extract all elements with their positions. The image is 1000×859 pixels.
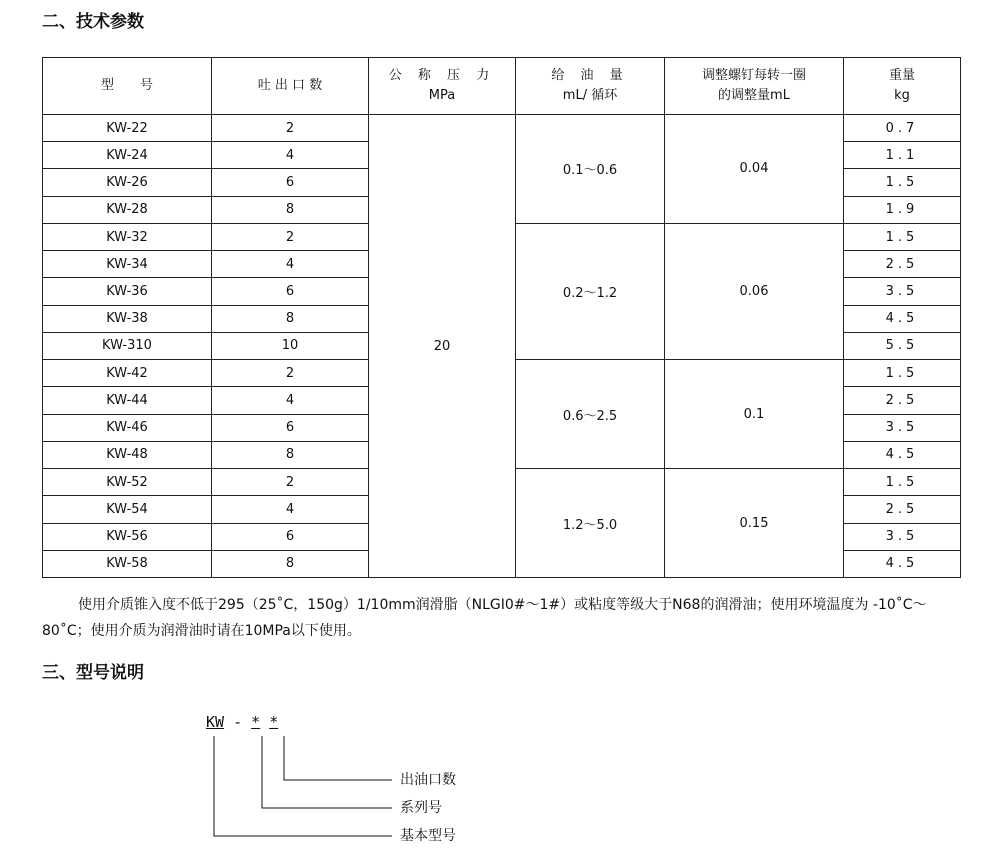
cell-weight: 1.5	[844, 360, 961, 387]
cell-outlets: 8	[212, 441, 369, 468]
cell-model: KW-24	[43, 142, 212, 169]
cell-outlets: 2	[212, 360, 369, 387]
cell-weight: 0.7	[844, 115, 961, 142]
cell-outlets: 6	[212, 523, 369, 550]
cell-model: KW-26	[43, 169, 212, 196]
cell-oil-volume: 0.2～1.2	[516, 223, 665, 359]
header-model: 型 号	[43, 58, 212, 115]
cell-outlets: 4	[212, 251, 369, 278]
cell-outlets: 6	[212, 278, 369, 305]
cell-weight: 1.5	[844, 169, 961, 196]
cell-model: KW-56	[43, 523, 212, 550]
cell-outlets: 4	[212, 142, 369, 169]
cell-model: KW-22	[43, 115, 212, 142]
cell-model: KW-42	[43, 360, 212, 387]
cell-outlets: 4	[212, 496, 369, 523]
cell-weight: 4.5	[844, 550, 961, 577]
cell-weight: 3.5	[844, 414, 961, 441]
cell-outlets: 8	[212, 550, 369, 577]
cell-outlets: 6	[212, 414, 369, 441]
section-title-model-explanation: 三、型号说明	[42, 663, 144, 683]
cell-weight: 2.5	[844, 251, 961, 278]
cell-pressure: 20	[369, 115, 516, 578]
cell-weight: 4.5	[844, 305, 961, 332]
legend-outlet-count: 出油口数	[400, 772, 456, 788]
model-code-base: KW	[206, 713, 225, 731]
cell-oil-volume: 1.2～5.0	[516, 469, 665, 578]
cell-adjustment: 0.15	[665, 469, 844, 578]
cell-outlets: 2	[212, 469, 369, 496]
header-weight: 重量 kg	[844, 58, 961, 115]
cell-weight: 2.5	[844, 496, 961, 523]
cell-model: KW-38	[43, 305, 212, 332]
section-title-tech-params: 二、技术参数	[42, 12, 144, 32]
cell-oil-volume: 0.6～2.5	[516, 360, 665, 469]
cell-outlets: 8	[212, 305, 369, 332]
cell-weight: 3.5	[844, 278, 961, 305]
cell-adjustment: 0.04	[665, 115, 844, 224]
model-code-separator: -	[224, 713, 252, 731]
cell-weight: 1.5	[844, 223, 961, 250]
header-outlets: 吐 出 口 数	[212, 58, 369, 115]
cell-model: KW-36	[43, 278, 212, 305]
cell-oil-volume: 0.1～0.6	[516, 115, 665, 224]
cell-model: KW-310	[43, 332, 212, 359]
cell-weight: 2.5	[844, 387, 961, 414]
cell-model: KW-46	[43, 414, 212, 441]
cell-outlets: 6	[212, 169, 369, 196]
cell-adjustment: 0.06	[665, 223, 844, 359]
model-code-outlets: *	[269, 713, 279, 731]
cell-weight: 3.5	[844, 523, 961, 550]
cell-weight: 1.9	[844, 196, 961, 223]
cell-model: KW-52	[43, 469, 212, 496]
cell-weight: 1.1	[844, 142, 961, 169]
cell-model: KW-32	[43, 223, 212, 250]
legend-base-model: 基本型号	[400, 828, 456, 844]
usage-note: 使用介质锥入度不低于295（25˚C，150g）1/10mm润滑脂（NLGI0#～1#）或粘度等级大于N68的润滑油；使用环境温度为 -10˚C～80˚C；使用介质为润滑油时请在10MPa以下使用。	[42, 597, 927, 639]
cell-outlets: 8	[212, 196, 369, 223]
cell-model: KW-54	[43, 496, 212, 523]
cell-outlets: 4	[212, 387, 369, 414]
cell-outlets: 10	[212, 332, 369, 359]
header-pressure: 公 称 压 力 MPa	[369, 58, 516, 115]
header-adjustment: 调整螺钉每转一圈 的调整量mL	[665, 58, 844, 115]
cell-outlets: 2	[212, 223, 369, 250]
cell-model: KW-44	[43, 387, 212, 414]
cell-weight: 4.5	[844, 441, 961, 468]
cell-weight: 1.5	[844, 469, 961, 496]
header-oil-volume: 给 油 量 mL/ 循环	[516, 58, 665, 115]
cell-model: KW-48	[43, 441, 212, 468]
legend-series-number: 系列号	[400, 800, 442, 816]
cell-model: KW-28	[43, 196, 212, 223]
model-code-series: *	[251, 713, 261, 731]
cell-model: KW-58	[43, 550, 212, 577]
cell-model: KW-34	[43, 251, 212, 278]
cell-adjustment: 0.1	[665, 360, 844, 469]
cell-outlets: 2	[212, 115, 369, 142]
cell-weight: 5.5	[844, 332, 961, 359]
